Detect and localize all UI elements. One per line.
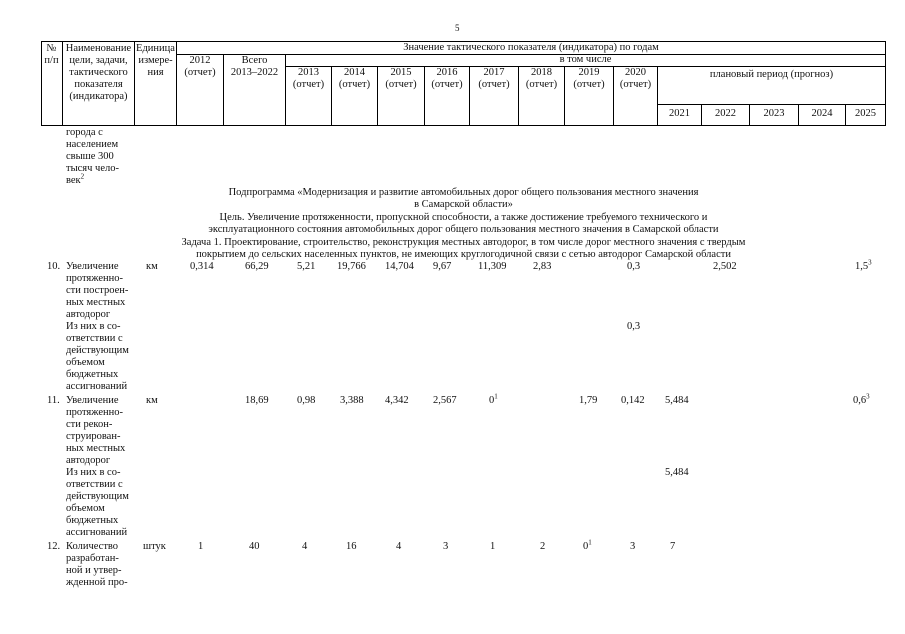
continuation-text: города с населением свыше 300 тысяч чело- век$^2$ xyxy=(66,127,119,186)
row-11-2017: $0^1$ xyxy=(489,392,498,406)
row-10-2015: 14,704 xyxy=(385,261,414,272)
header-plan-period: плановый период (прогноз) xyxy=(709,69,834,80)
row-10-unit: км xyxy=(146,261,158,272)
header-year-2014: 2014 (отчет) xyxy=(338,67,371,90)
header-year-2017: 2017 (отчет) xyxy=(478,67,510,90)
row-10-name: Увеличение протяженно- сти построен- ных местных автодорог xyxy=(66,261,129,320)
row-11-total: 18,69 xyxy=(245,395,269,406)
row-10-2017: 11,309 xyxy=(478,261,507,272)
row-12-2016: 3 xyxy=(443,541,449,552)
row-11-2014: 3,388 xyxy=(340,395,364,406)
row-11-unit: км xyxy=(146,395,158,406)
header-plan-2024: 2024 xyxy=(811,108,833,119)
row-10-2018: 2,83 xyxy=(533,261,552,272)
row-11-name: Увеличение протяженно- сти рекон- струирован- ных местных автодорог xyxy=(66,395,126,466)
header-plan-2023: 2023 xyxy=(763,108,785,119)
row-12-name: Количество разработан- ной и утвер- жденной про- xyxy=(66,541,128,588)
row-12-total: 40 xyxy=(249,541,260,552)
row-12-2020: 3 xyxy=(630,541,636,552)
row-12-2015: 4 xyxy=(396,541,402,552)
header-group: Значение тактического показателя (индикатора) по годам xyxy=(403,42,659,53)
subprogram-title: Подпрограмма «Модернизация и развитие автомобильных дорог общего пользования местного значения в Самарской области» xyxy=(228,187,699,210)
task-text: Задача 1. Проектирование, строительство, реконструкция местных автодорог, в том числе дорог местного значения с твердым покрытием до сельских населенных пунктов, не имеющих круглогодичной связи с сетью автодорог Самарской области xyxy=(181,237,746,260)
row-12-2012: 1 xyxy=(198,541,204,552)
header-year-2016: 2016 (отчет) xyxy=(431,67,463,90)
row-11-2020: 0,142 xyxy=(621,395,645,406)
row-12-num: 12. xyxy=(47,541,61,552)
row-11-sub-2021: 5,484 xyxy=(665,467,689,478)
row-11-2025: $0,6^3$ xyxy=(853,392,870,406)
row-10-total: 66,29 xyxy=(245,261,269,272)
header-year-2020: 2020 (отчет) xyxy=(619,67,652,90)
header-total: Всего 2013–2022 xyxy=(230,55,279,78)
row-11-2019: 1,79 xyxy=(579,395,598,406)
row-10-2016: 9,67 xyxy=(433,261,452,272)
row-12-2018: 2 xyxy=(540,541,546,552)
header-plan-2022: 2022 xyxy=(715,108,736,119)
row-11-2016: 2,567 xyxy=(433,395,457,406)
row-10-sub-name: Из них в со- ответствии с действующим объемом бюджетных ассигнований xyxy=(66,321,129,392)
row-12-2021: 7 xyxy=(670,541,676,552)
row-11-2013: 0,98 xyxy=(297,395,316,406)
row-12-2017: 1 xyxy=(490,541,496,552)
header-num: № п/п xyxy=(44,43,59,66)
row-10-2022: 2,502 xyxy=(713,261,737,272)
row-12-unit: штук xyxy=(143,541,166,552)
row-11-num: 11. xyxy=(47,395,60,406)
header-year-2019: 2019 (отчет) xyxy=(573,67,605,90)
header-name: Наименование цели, задачи, тактического показателя (индикатора) xyxy=(65,43,132,102)
row-12-2014: 16 xyxy=(346,541,357,552)
header-unit: Единица измере- ния xyxy=(136,43,175,78)
row-10-2020: 0,3 xyxy=(627,261,641,272)
row-12-2019: $0^1$ xyxy=(583,538,592,552)
row-10-2012: 0,314 xyxy=(190,261,214,272)
row-10-2014: 19,766 xyxy=(337,261,366,272)
row-10-num: 10. xyxy=(47,261,61,272)
table-header xyxy=(41,41,886,126)
header-plan-2021: 2021 xyxy=(669,108,690,119)
row-11-2021: 5,484 xyxy=(665,395,689,406)
header-2012: 2012 (отчет) xyxy=(184,55,216,78)
page-number: 5 xyxy=(455,23,460,33)
header-plan-2025: 2025 xyxy=(855,108,876,119)
row-11-sub-name: Из них в со- ответствии с действующим объемом бюджетных ассигнований xyxy=(66,467,129,538)
row-11-2015: 4,342 xyxy=(385,395,409,406)
header-year-2015: 2015 (отчет) xyxy=(385,67,417,90)
header-year-2018: 2018 (отчет) xyxy=(525,67,558,90)
row-10-2025: $1,5^3$ xyxy=(855,258,872,272)
row-12-2013: 4 xyxy=(302,541,308,552)
row-10-2013: 5,21 xyxy=(297,261,316,272)
row-10-sub-2020: 0,3 xyxy=(627,321,641,332)
goal-text: Цель. Увеличение протяженности, пропускной способности, а также достижение требуемого технического и эксплуатационного состояния автомобильных дорог общего пользования местного значения в Самарской области xyxy=(208,212,719,235)
header-subgroup: в том числе xyxy=(559,54,612,65)
header-year-2013: 2013 (отчет) xyxy=(292,67,325,90)
